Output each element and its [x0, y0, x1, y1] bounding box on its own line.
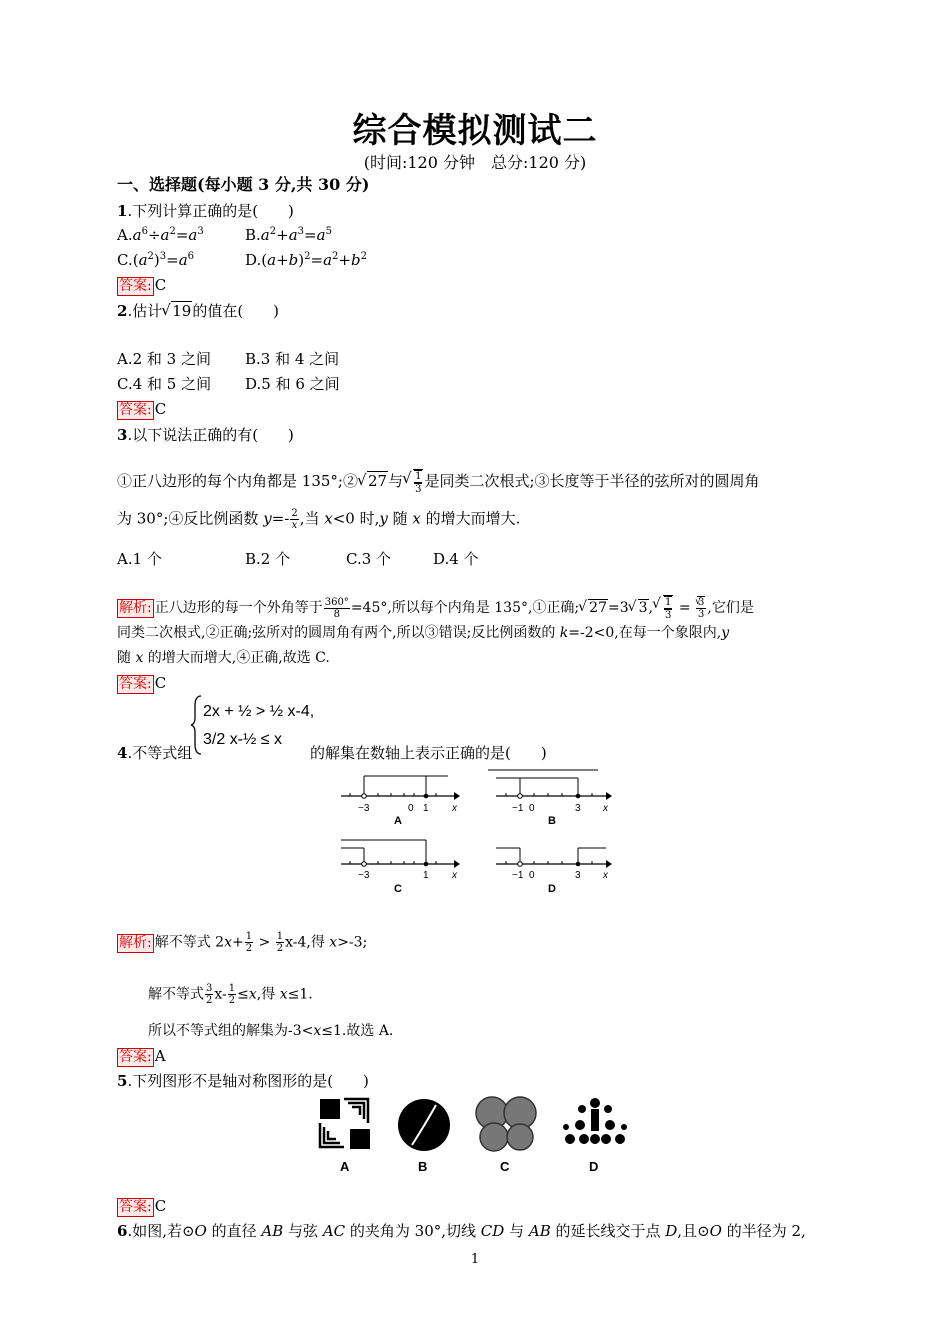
question-4-end: 的解集在数轴上表示正确的是( ) — [310, 744, 547, 762]
q2-option-a: A.2 和 3 之间 — [117, 350, 211, 368]
q2-option-d: D.5 和 6 之间 — [245, 375, 340, 393]
svg-text:3: 3 — [575, 803, 581, 814]
answer-tag: 答案: — [119, 1049, 152, 1065]
q4-analysis-line-1: 解析: 解不等式 2x+ $\frac{1}{2}$ > $\frac{1}{2}$ x-4,得 x>-3; — [119, 931, 368, 954]
question-4-start: 4.不等式组 — [117, 744, 193, 762]
answer-tag: 答案: — [119, 1199, 152, 1215]
question-3: 3.以下说法正确的有( ) — [117, 426, 294, 444]
svg-text:B: B — [548, 815, 556, 827]
svg-text:x: x — [603, 870, 608, 881]
analysis-tag: 解析: — [119, 600, 152, 616]
q3-option-a: A.1 个 — [117, 550, 162, 568]
q3-option-c: C.3 个 — [346, 550, 392, 568]
svg-text:D: D — [548, 883, 556, 895]
figure-d — [563, 1098, 627, 1174]
q3-answer: 答案: C — [119, 674, 167, 692]
page-subtitle: (时间:120 分钟 总分:120 分) — [363, 153, 587, 172]
q1-answer: 答案: C — [119, 276, 167, 294]
page-number: 1 — [470, 1252, 480, 1267]
q4-analysis-line-3: 所以不等式组的解集为-3<x≤1.故选 A. — [148, 1023, 394, 1039]
svg-text:−1: −1 — [512, 870, 524, 881]
svg-text:0: 0 — [529, 870, 535, 881]
figure-a — [320, 1099, 370, 1174]
svg-text:0: 0 — [529, 803, 535, 814]
q3-statements-line-2: 为 30°;④反比例函数 y=- $\frac{2}{x}$ ,当 x<0 时,y 随 x 的增大而增大. — [117, 508, 521, 531]
svg-text:x: x — [452, 803, 457, 814]
q2-option-b: B.3 和 4 之间 — [245, 350, 340, 368]
svg-text:1: 1 — [423, 803, 429, 814]
page-title: 综合模拟测试二 — [352, 111, 598, 151]
number-line-b — [488, 770, 612, 827]
q4-inequality-1: 2x + ½ > ½ x-4, — [203, 703, 315, 720]
q3-analysis-line-3: 随 x 的增大而增大,④正确,故选 C. — [117, 650, 330, 666]
svg-text:x: x — [452, 870, 457, 881]
q3-analysis-line-1: 解析: 正八边形的每一个外角等于 $\frac{360^\circ}{8}$ =45°,所以每个内角是 135°,①正确;√ 27=3√ 3, √ $\frac{1}{3}$ = √ $\frac{3}{3}$ ,它们是 — [117, 595, 754, 621]
svg-text:A: A — [394, 815, 402, 827]
q3-statements-line-1: ①正八边形的每个内角都是 135°;②√ 27与 √ $\frac{1}{3}$ 是同类二次根式;③长度等于半径的弦所对的圆周角 — [117, 469, 760, 495]
q3-analysis-line-2: 同类二次根式,②正确;弦所对的圆周角有两个,所以③错误;反比例函数的 k=-2<0,在每一个象限内,y — [117, 625, 730, 641]
answer-tag: 答案: — [119, 402, 152, 418]
analysis-tag: 解析: — [119, 934, 152, 951]
svg-text:C: C — [394, 883, 402, 895]
svg-text:1: 1 — [423, 870, 429, 881]
number-line-c — [341, 840, 460, 895]
figure-c — [476, 1097, 536, 1174]
section-heading: 一、选择题(每小题 3 分,共 30 分) — [117, 175, 370, 194]
figure-b — [398, 1099, 450, 1174]
question-6: 6.如图,若⊙O 的直径 AB 与弦 AC 的夹角为 30°,切线 CD 与 AB 的延长线交于点 D,且⊙O 的半径为 2, — [117, 1222, 806, 1240]
q2-answer: 答案: C — [119, 400, 167, 418]
q1-option-a: $A.a^6\div a^2=a^3$ — [117, 226, 204, 244]
question-5: 5.下列图形不是轴对称图形的是( ) — [117, 1072, 369, 1090]
svg-text:C: C — [500, 1159, 510, 1174]
svg-text:−1: −1 — [512, 803, 524, 814]
question-1: 1.下列计算正确的是( ) — [117, 202, 294, 220]
q4-inequality-2: 3/2 x-½ ≤ x — [203, 731, 283, 748]
q4-system-brace — [191, 694, 321, 758]
q5-figures — [316, 1093, 636, 1179]
question-2: 2.估计√ 19的值在( ) — [117, 301, 279, 321]
svg-text:A: A — [340, 1159, 350, 1174]
svg-text:x: x — [603, 803, 608, 814]
q1-option-c: $C.(a^2)^3=a^6$ — [117, 251, 195, 269]
q1-option-b: $B.a^2+a^3=a^5$ — [245, 226, 332, 244]
number-line-a — [341, 776, 460, 827]
svg-text:B: B — [418, 1159, 428, 1174]
answer-tag: 答案: — [119, 676, 152, 692]
answer-tag: 答案: — [119, 278, 152, 294]
svg-text:3: 3 — [575, 870, 581, 881]
svg-text:0: 0 — [408, 803, 414, 814]
svg-text:D: D — [589, 1159, 599, 1174]
q3-option-d: D.4 个 — [433, 550, 479, 568]
q1-option-d: $D.(a+b)^2=a^2+b^2$ — [245, 251, 367, 269]
q5-answer: 答案: C — [119, 1197, 167, 1215]
q4-analysis-line-2: 解不等式 $\frac{3}{2}$ x- $\frac{1}{2}$ ≤x,得 x≤1. — [148, 983, 313, 1006]
q3-option-b: B.2 个 — [245, 550, 291, 568]
number-line-d — [496, 848, 612, 895]
q4-answer: 答案: A — [119, 1047, 166, 1065]
q4-number-line-figures — [336, 766, 626, 900]
q2-option-c: C.4 和 5 之间 — [117, 375, 212, 393]
svg-text:−3: −3 — [358, 803, 370, 814]
svg-text:−3: −3 — [358, 870, 370, 881]
